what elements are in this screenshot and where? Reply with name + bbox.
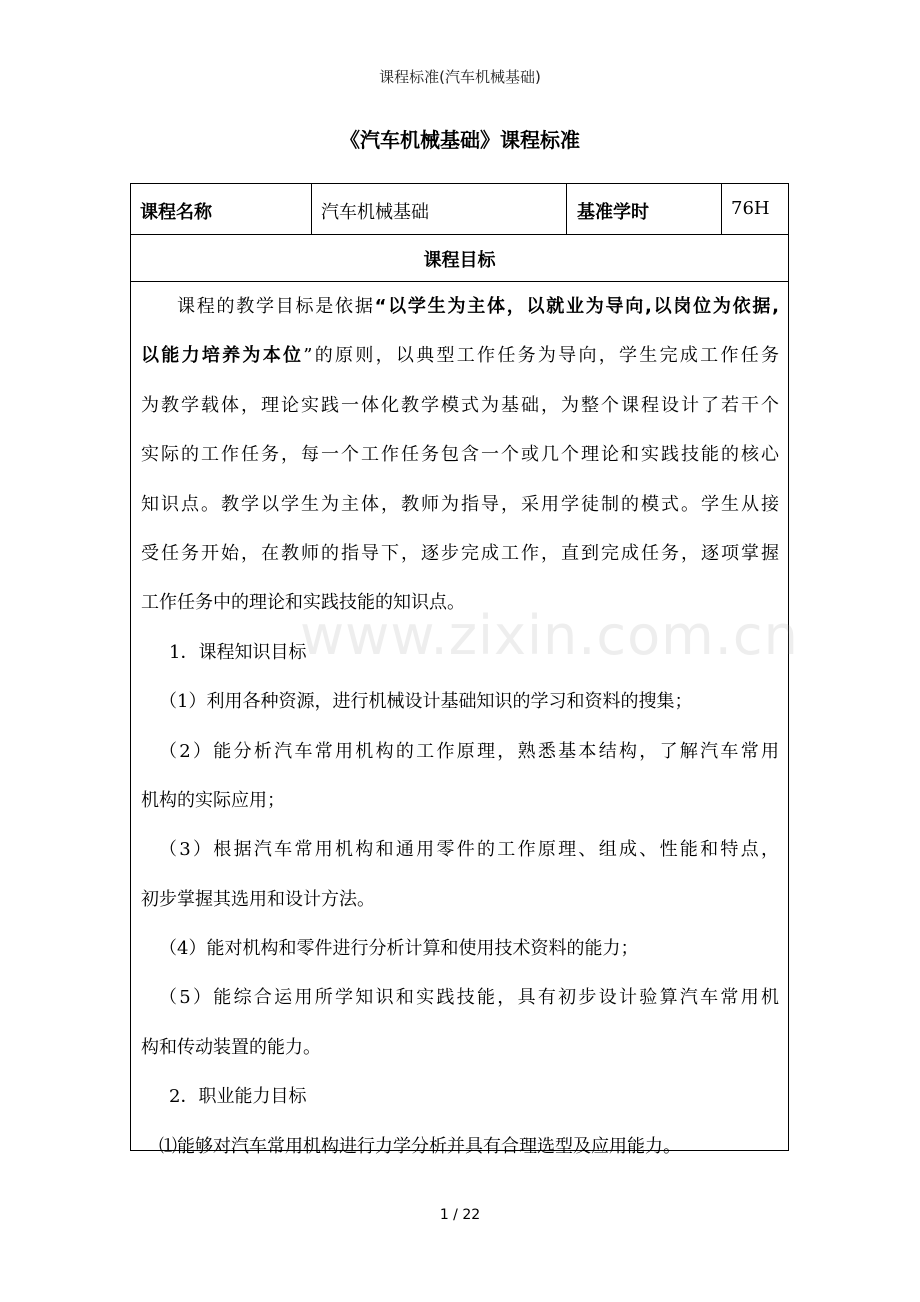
intro-line: 为教学载体，理论实践一体化教学模式为基础，为整个课程设计了若干个 <box>141 394 779 416</box>
course-name-label: 课程名称 <box>140 202 212 223</box>
intro-line: 受任务开始，在教师的指导下，逐步完成工作，直到完成任务，逐项掌握 <box>141 542 779 564</box>
knowledge-goal-1: （1）利用各种资源，进行机械设计基础知识的学习和资料的搜集； <box>159 691 693 713</box>
section-title-course-goals: 课程目标 <box>423 250 496 271</box>
intro-text: 课程的教学目标是依据 <box>177 296 375 317</box>
intro-line <box>141 282 779 331</box>
knowledge-goal-2-cont: 机构的实际应用； <box>141 789 285 811</box>
watermark: www.zixin.com.cn <box>300 604 799 667</box>
intro-line: 工作任务中的理论和实践技能的知识点。 <box>141 592 465 614</box>
course-goals-content <box>141 282 779 1171</box>
course-standard-table <box>130 183 789 1157</box>
knowledge-goals-heading: 1．课程知识目标 <box>169 641 307 663</box>
intro-line: 知识点。教学以学生为主体，教师为指导，采用学徒制的模式。学生从接 <box>141 493 779 515</box>
column-divider <box>311 184 312 234</box>
knowledge-goal-2: （2）能分析汽车常用机构的工作原理，熟悉基本结构，了解汽车常用 <box>159 740 779 762</box>
intro-bold-text: 以能力培养为本位 <box>141 345 304 367</box>
knowledge-goal-4: （4）能对机构和零件进行分析计算和使用技术资料的能力； <box>159 938 639 960</box>
column-divider <box>566 184 567 234</box>
document-title: 《汽车机械基础》课程标准 <box>340 128 580 152</box>
course-name-value: 汽车机械基础 <box>321 202 429 223</box>
ability-goal-1: ⑴能够对汽车常用机构进行力学分析并具有合理选型及应用能力。 <box>159 1135 681 1157</box>
intro-line <box>141 331 779 380</box>
page-number: 1 / 22 <box>439 1207 481 1223</box>
column-divider <box>721 184 722 234</box>
hours-value: 76H <box>731 198 770 219</box>
intro-text: ”的原则，以典型工作任务为导向，学生完成工作任务 <box>303 345 780 367</box>
knowledge-goal-3-cont: 初步掌握其选用和设计方法。 <box>141 888 375 910</box>
row-divider <box>131 234 788 235</box>
running-header: 课程标准(汽车机械基础) <box>379 68 541 86</box>
knowledge-goal-5: （5）能综合运用所学知识和实践技能，具有初步设计验算汽车常用机 <box>159 987 779 1009</box>
knowledge-goal-5-cont: 构和传动装置的能力。 <box>141 1036 321 1058</box>
intro-line: 实际的工作任务，每一个工作任务包含一个或几个理论和实践技能的核心 <box>141 444 779 466</box>
hours-label: 基准学时 <box>577 202 649 223</box>
ability-goals-heading: 2．职业能力目标 <box>169 1086 307 1108</box>
knowledge-goal-3: （3）根据汽车常用机构和通用零件的工作原理、组成、性能和特点， <box>159 839 779 861</box>
intro-bold-text: “以学生为主体，以就业为导向,以岗位为依据, <box>374 296 779 317</box>
